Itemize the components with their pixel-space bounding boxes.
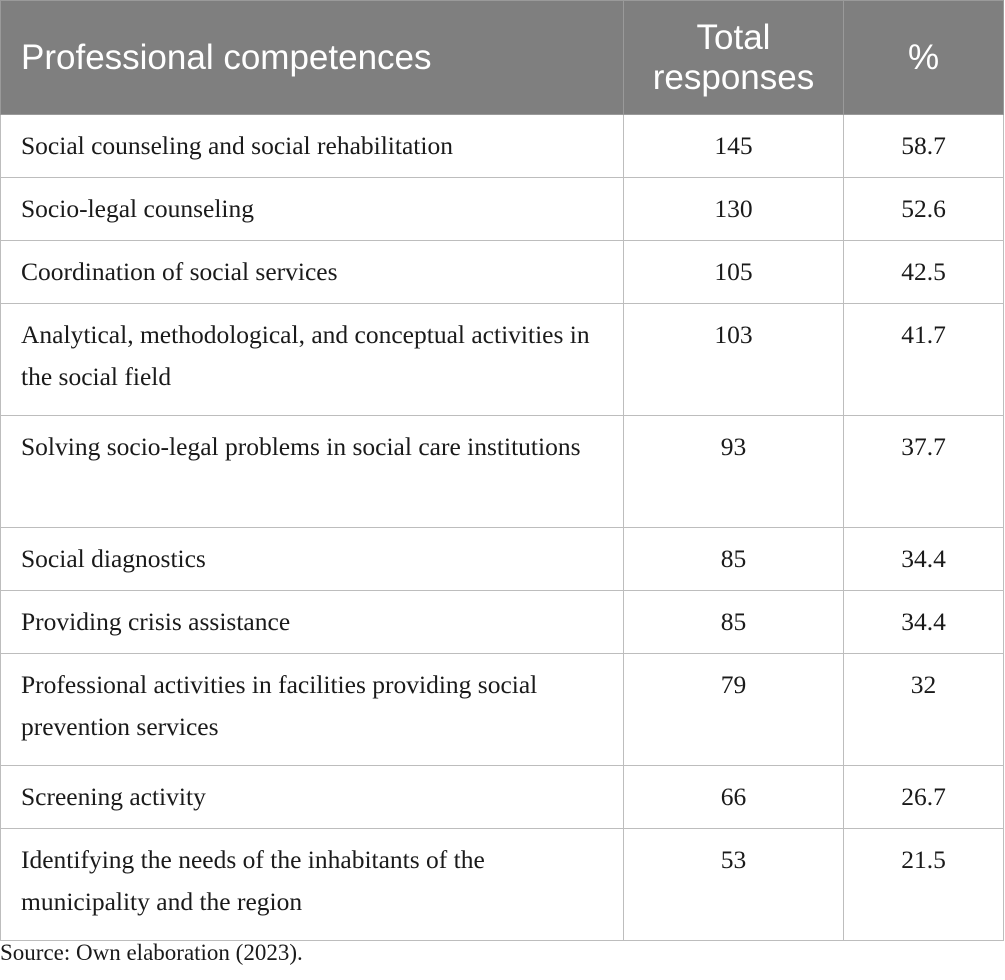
cell-percent: 37.7 [844, 416, 1004, 528]
cell-competence: Socio-legal counseling [1, 178, 624, 241]
cell-competence: Social diagnostics [1, 528, 624, 591]
cell-total: 105 [624, 241, 844, 304]
header-percent: % [844, 1, 1004, 115]
cell-competence: Social counseling and social rehabilitation [1, 115, 624, 178]
cell-total: 66 [624, 766, 844, 829]
cell-percent: 21.5 [844, 829, 1004, 941]
table-row [1, 241, 1004, 304]
cell-total: 130 [624, 178, 844, 241]
table-row [1, 304, 1004, 416]
cell-competence: Coordination of social services [1, 241, 624, 304]
cell-percent: 52.6 [844, 178, 1004, 241]
cell-total: 85 [624, 528, 844, 591]
table-row [1, 591, 1004, 654]
table-row [1, 829, 1004, 941]
table-row [1, 416, 1004, 528]
cell-total: 93 [624, 416, 844, 528]
table-row [1, 654, 1004, 766]
header-competences: Professional competences [1, 1, 624, 115]
cell-percent: 34.4 [844, 591, 1004, 654]
cell-percent: 42.5 [844, 241, 1004, 304]
table-row [1, 115, 1004, 178]
cell-percent: 26.7 [844, 766, 1004, 829]
header-row [1, 1, 1004, 115]
cell-total: 79 [624, 654, 844, 766]
table-row [1, 766, 1004, 829]
cell-competence: Providing crisis assistance [1, 591, 624, 654]
cell-total: 53 [624, 829, 844, 941]
table-body [1, 115, 1004, 941]
cell-total: 145 [624, 115, 844, 178]
cell-percent: 41.7 [844, 304, 1004, 416]
source-note: Source: Own elaboration (2023). [0, 940, 303, 965]
header-total-responses: Total responses [624, 1, 844, 115]
table-header [1, 1, 1004, 115]
cell-percent: 32 [844, 654, 1004, 766]
cell-competence: Identifying the needs of the inhabitants of the municipality and the region [1, 829, 624, 941]
cell-total: 103 [624, 304, 844, 416]
table-row [1, 528, 1004, 591]
cell-competence: Screening activity [1, 766, 624, 829]
cell-competence: Analytical, methodological, and conceptual activities in the social field [1, 304, 624, 416]
cell-percent: 34.4 [844, 528, 1004, 591]
table-row [1, 178, 1004, 241]
cell-competence: Solving socio-legal problems in social care institutions [1, 416, 624, 528]
cell-competence: Professional activities in facilities providing social prevention services [1, 654, 624, 766]
cell-percent: 58.7 [844, 115, 1004, 178]
cell-total: 85 [624, 591, 844, 654]
